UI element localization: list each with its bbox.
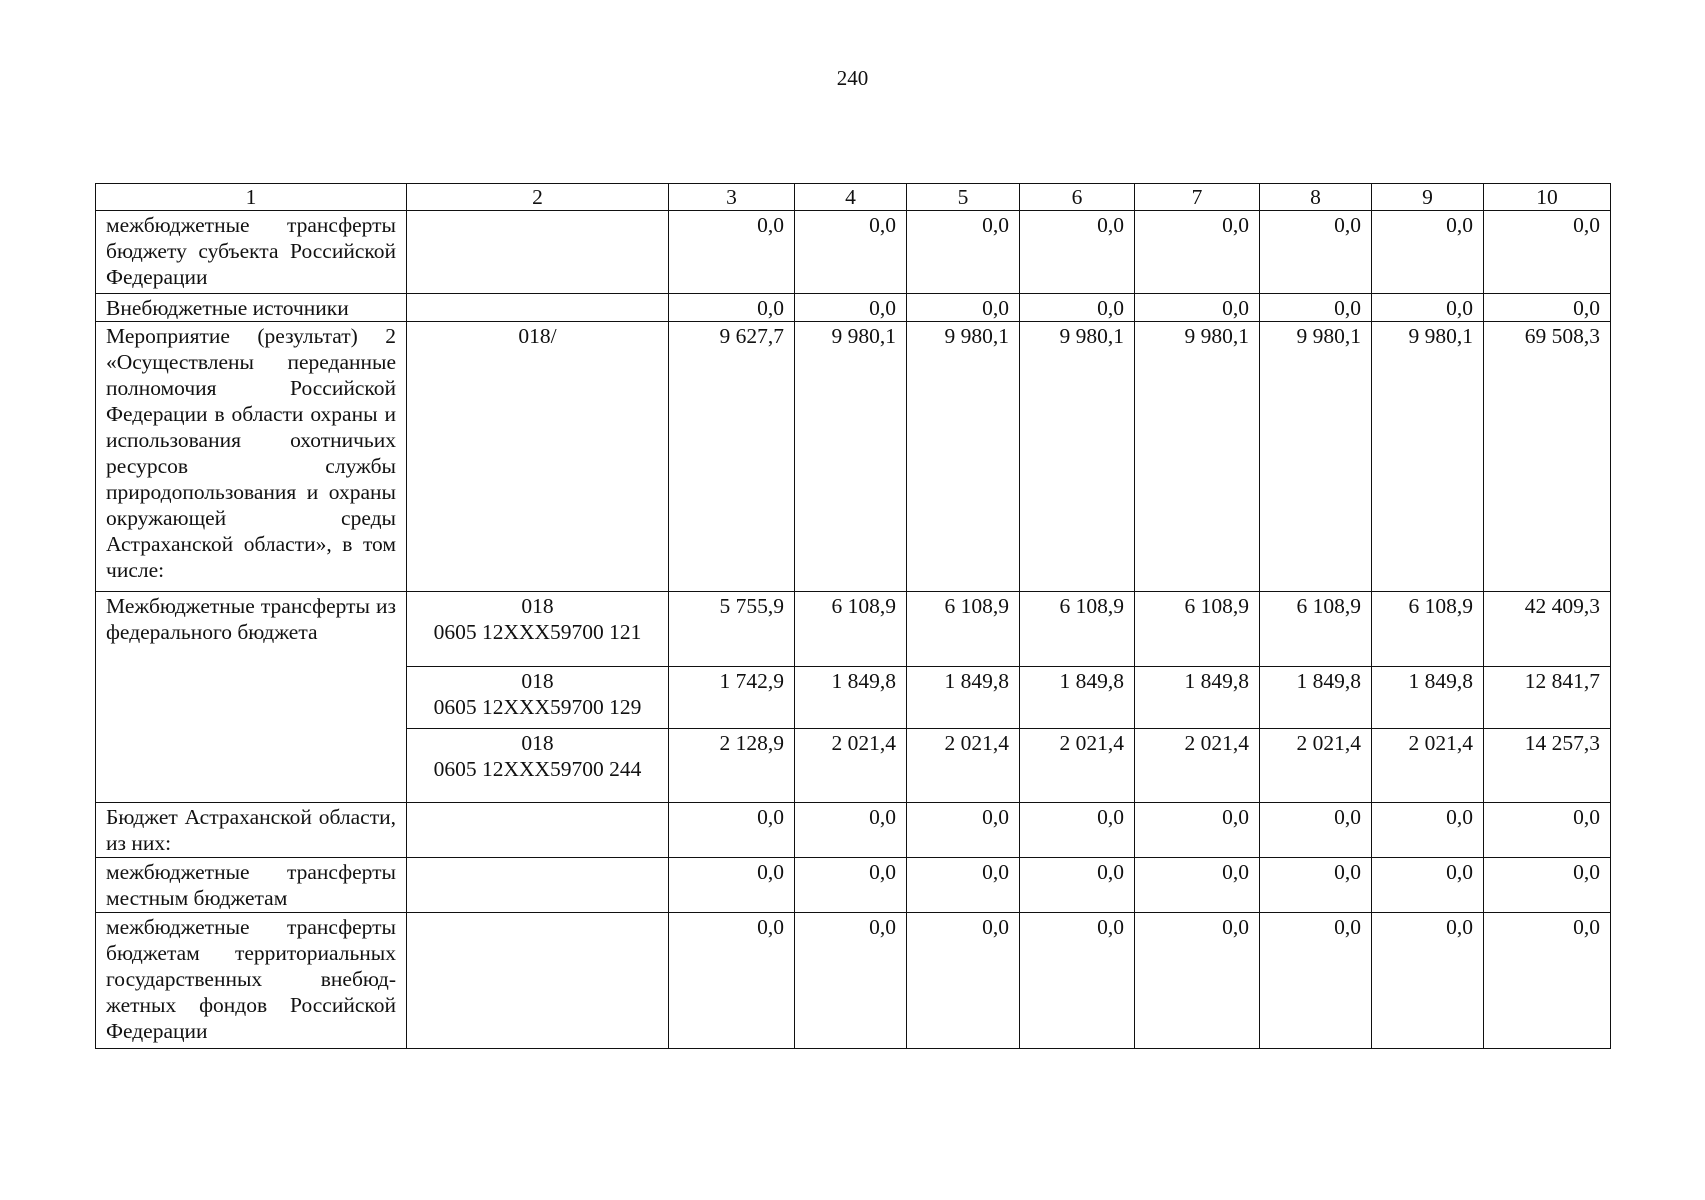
value-cell: 0,0	[669, 913, 795, 1049]
value-cell: 42 409,3	[1484, 592, 1611, 667]
value-cell: 0,0	[669, 294, 795, 322]
code-line: 018	[521, 594, 554, 618]
value-cell: 12 841,7	[1484, 667, 1611, 729]
value-cell: 0,0	[795, 858, 907, 913]
value-cell: 0,0	[907, 803, 1020, 858]
value-cell: 2 021,4	[1020, 729, 1135, 803]
value-cell: 0,0	[1260, 913, 1372, 1049]
value-cell: 1 849,8	[907, 667, 1020, 729]
value-cell: 0,0	[1484, 858, 1611, 913]
value-cell: 0,0	[1135, 803, 1260, 858]
header-cell: 7	[1135, 184, 1260, 211]
value-cell: 1 849,8	[1372, 667, 1484, 729]
header-cell: 9	[1372, 184, 1484, 211]
value-cell: 9 980,1	[1260, 322, 1372, 592]
value-cell: 2 021,4	[795, 729, 907, 803]
row-code	[407, 667, 669, 729]
value-cell: 0,0	[1135, 294, 1260, 322]
row-code	[407, 294, 669, 322]
value-cell: 5 755,9	[669, 592, 795, 667]
value-cell: 0,0	[1372, 211, 1484, 294]
row-code	[407, 729, 669, 803]
value-cell: 0,0	[907, 913, 1020, 1049]
value-cell: 0,0	[907, 294, 1020, 322]
value-cell: 9 627,7	[669, 322, 795, 592]
value-cell: 9 980,1	[795, 322, 907, 592]
row-name: межбюджетные трансферты бюджету субъекта Российской Федерации	[96, 211, 407, 294]
value-cell: 1 849,8	[795, 667, 907, 729]
value-cell: 0,0	[1484, 211, 1611, 294]
value-cell: 2 021,4	[907, 729, 1020, 803]
code-line: 0605 12ХХХ59700 129	[433, 695, 642, 719]
value-cell: 0,0	[907, 858, 1020, 913]
value-cell: 2 021,4	[1135, 729, 1260, 803]
row-code	[407, 913, 669, 1049]
table-row	[96, 592, 1611, 667]
header-cell: 5	[907, 184, 1020, 211]
header-cell: 3	[669, 184, 795, 211]
header-cell: 4	[795, 184, 907, 211]
value-cell: 0,0	[1484, 913, 1611, 1049]
row-name: Внебюджетные источники	[96, 294, 407, 322]
code-line: 0605 12ХХХ59700 244	[433, 757, 642, 781]
value-cell: 0,0	[1372, 803, 1484, 858]
value-cell: 0,0	[1020, 913, 1135, 1049]
table-row	[96, 913, 1611, 1049]
value-cell: 6 108,9	[907, 592, 1020, 667]
code-line: 018/	[518, 324, 557, 348]
row-code	[407, 858, 669, 913]
table-row	[96, 294, 1611, 322]
value-cell: 0,0	[1372, 858, 1484, 913]
value-cell: 0,0	[795, 803, 907, 858]
header-cell: 1	[96, 184, 407, 211]
row-code	[407, 592, 669, 667]
row-name: Межбюджетные трансферты из федерального бюджета	[96, 592, 407, 803]
value-cell: 0,0	[1135, 211, 1260, 294]
value-cell: 0,0	[1484, 803, 1611, 858]
value-cell: 6 108,9	[795, 592, 907, 667]
value-cell: 0,0	[669, 803, 795, 858]
value-cell: 0,0	[1372, 913, 1484, 1049]
page-number: 240	[836, 66, 869, 90]
table-row	[96, 322, 1611, 592]
value-cell: 0,0	[1135, 913, 1260, 1049]
value-cell: 0,0	[1372, 294, 1484, 322]
value-cell: 0,0	[1135, 858, 1260, 913]
value-cell: 2 128,9	[669, 729, 795, 803]
value-cell: 2 021,4	[1260, 729, 1372, 803]
row-name: межбюджетные трансферты бюджетам территориальных государственных внебюджетных фондов Российской Федерации	[96, 913, 407, 1049]
row-code	[407, 803, 669, 858]
value-cell: 1 742,9	[669, 667, 795, 729]
value-cell: 0,0	[1020, 803, 1135, 858]
table-row	[96, 803, 1611, 858]
value-cell: 0,0	[795, 211, 907, 294]
value-cell: 9 980,1	[907, 322, 1020, 592]
value-cell: 6 108,9	[1135, 592, 1260, 667]
value-cell: 1 849,8	[1020, 667, 1135, 729]
value-cell: 0,0	[1260, 803, 1372, 858]
row-code	[407, 211, 669, 294]
row-name: межбюджетные трансферты местным бюджетам	[96, 858, 407, 913]
value-cell: 6 108,9	[1260, 592, 1372, 667]
table-row	[96, 211, 1611, 294]
value-cell: 1 849,8	[1260, 667, 1372, 729]
value-cell: 69 508,3	[1484, 322, 1611, 592]
value-cell: 0,0	[1020, 294, 1135, 322]
table-row	[96, 858, 1611, 913]
row-name: Бюджет Астраханской области, из них:	[96, 803, 407, 858]
row-code	[407, 322, 669, 592]
value-cell: 0,0	[907, 211, 1020, 294]
value-cell: 14 257,3	[1484, 729, 1611, 803]
value-cell: 0,0	[795, 913, 907, 1049]
code-line: 018	[521, 731, 554, 755]
value-cell: 9 980,1	[1372, 322, 1484, 592]
value-cell: 6 108,9	[1372, 592, 1484, 667]
value-cell: 0,0	[1260, 858, 1372, 913]
header-row	[96, 184, 1611, 211]
value-cell: 0,0	[1020, 211, 1135, 294]
value-cell: 0,0	[1484, 294, 1611, 322]
value-cell: 0,0	[669, 858, 795, 913]
value-cell: 2 021,4	[1372, 729, 1484, 803]
value-cell: 0,0	[1260, 211, 1372, 294]
value-cell: 0,0	[795, 294, 907, 322]
value-cell: 0,0	[1260, 294, 1372, 322]
value-cell: 6 108,9	[1020, 592, 1135, 667]
budget-table	[95, 183, 1611, 1049]
row-name: Мероприятие (результат) 2 «Осуществлены переданные полномочия Российской Федерации в области охраны и использования охотничьих ресурсов службы природопользования и охраны окружающей среды Астраханской области», в том числе:	[96, 322, 407, 592]
code-line: 018	[521, 669, 554, 693]
value-cell: 0,0	[669, 211, 795, 294]
code-line: 0605 12ХХХ59700 121	[433, 620, 642, 644]
header-cell: 6	[1020, 184, 1135, 211]
value-cell: 0,0	[1020, 858, 1135, 913]
value-cell: 1 849,8	[1135, 667, 1260, 729]
header-cell: 2	[407, 184, 669, 211]
value-cell: 9 980,1	[1135, 322, 1260, 592]
header-cell: 8	[1260, 184, 1372, 211]
value-cell: 9 980,1	[1020, 322, 1135, 592]
header-cell: 10	[1484, 184, 1611, 211]
